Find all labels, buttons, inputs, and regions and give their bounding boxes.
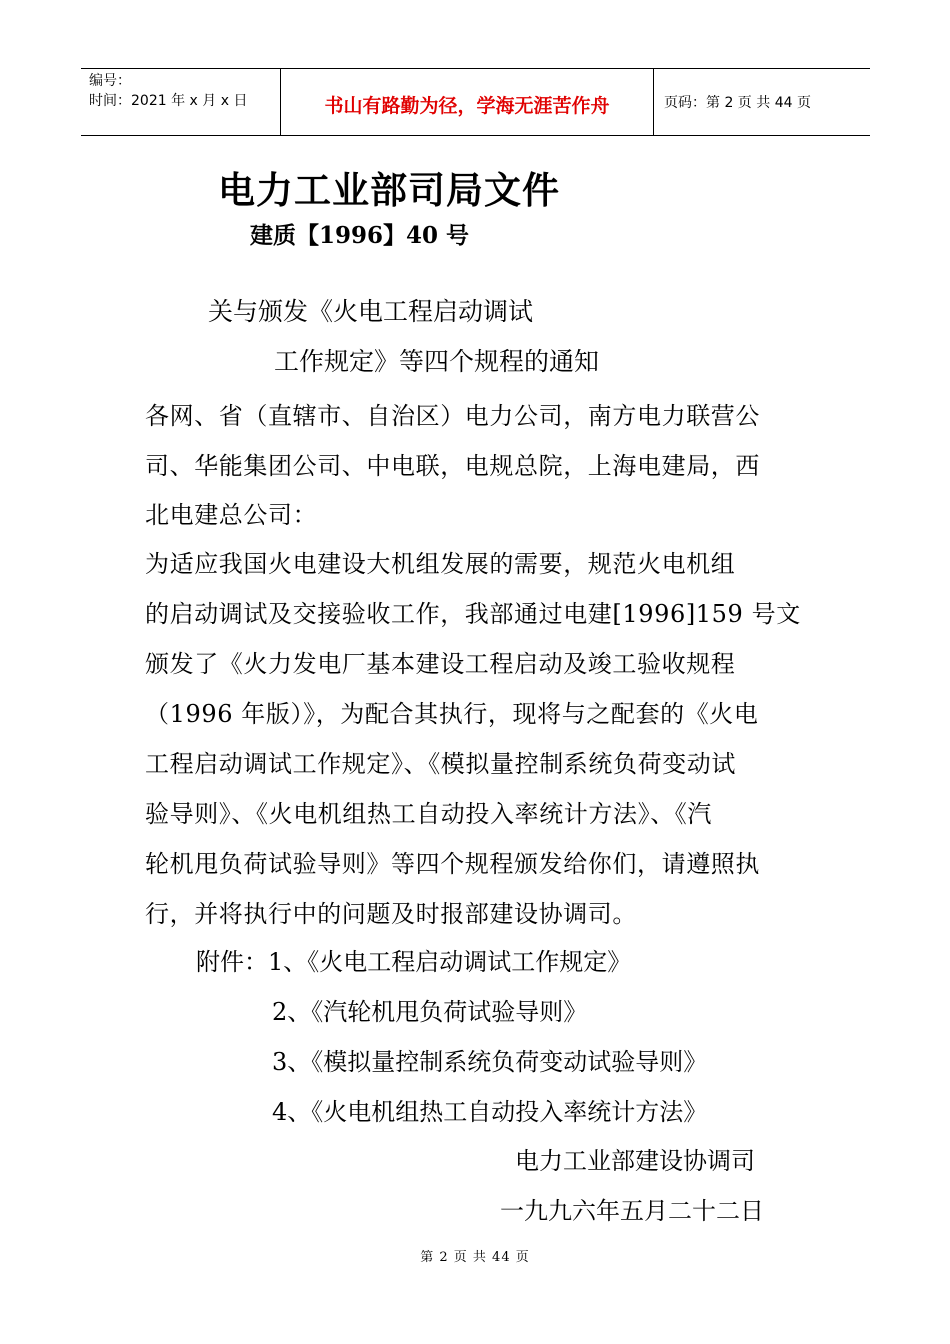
body-line: 轮机甩负荷试验导则》等四个规程颁发给你们，请遵照执 <box>145 850 760 878</box>
header-time-label: 时间：2021 年 x 月 x 日 <box>89 93 248 109</box>
attachment-item-2: 2、《汽轮机甩负荷试验导则》 <box>272 998 588 1026</box>
document-title: 电力工业部司局文件 <box>218 169 560 212</box>
page-header <box>81 68 870 136</box>
body-line: 的启动调试及交接验收工作，我部通过电建[1996]159 号文 <box>145 600 801 628</box>
body-line: （1996 年版）》，为配合其执行，现将与之配套的《火电 <box>145 700 759 728</box>
page-footer: 第 2 页 共 44 页 <box>420 1250 530 1265</box>
body-line: 各网、省（直辖市、自治区）电力公司，南方电力联营公 <box>145 402 760 430</box>
signature-org: 电力工业部建设协调司 <box>515 1147 755 1175</box>
header-number-label: 编号： <box>89 73 131 89</box>
subject-line-2: 工作规定》等四个规程的通知 <box>274 347 600 376</box>
body-line: 工程启动调试工作规定》、《模拟量控制系统负荷变动试 <box>145 750 736 778</box>
body-line: 司、华能集团公司、中电联，电规总院，上海电建局，西 <box>145 452 760 480</box>
attachment-item-1: 附件：1、《火电工程启动调试工作规定》 <box>196 948 632 976</box>
body-line: 行，并将执行中的问题及时报部建设协调司。 <box>145 900 637 928</box>
body-line: 为适应我国火电建设大机组发展的需要，规范火电机组 <box>145 550 736 578</box>
body-line: 北电建总公司： <box>145 501 318 529</box>
body-line: 颁发了《火力发电厂基本建设工程启动及竣工验收规程 <box>145 650 736 678</box>
header-motto: 书山有路勤为径，学海无涯苦作舟 <box>281 69 654 135</box>
signature-date: 一九九六年五月二十二日 <box>500 1197 764 1225</box>
header-meta <box>81 69 281 135</box>
header-page-info: 页码：第 2 页 共 44 页 <box>664 95 811 111</box>
body-line: 验导则》、《火电机组热工自动投入率统计方法》、《汽 <box>145 800 712 828</box>
subject-line-1: 关与颁发《火电工程启动调试 <box>208 297 534 326</box>
attachment-item-4: 4、《火电机组热工自动投入率统计方法》 <box>272 1098 708 1126</box>
document-number: 建质【1996】40 号 <box>250 222 470 249</box>
attachment-item-3: 3、《模拟量控制系统负荷变动试验导则》 <box>272 1048 708 1076</box>
